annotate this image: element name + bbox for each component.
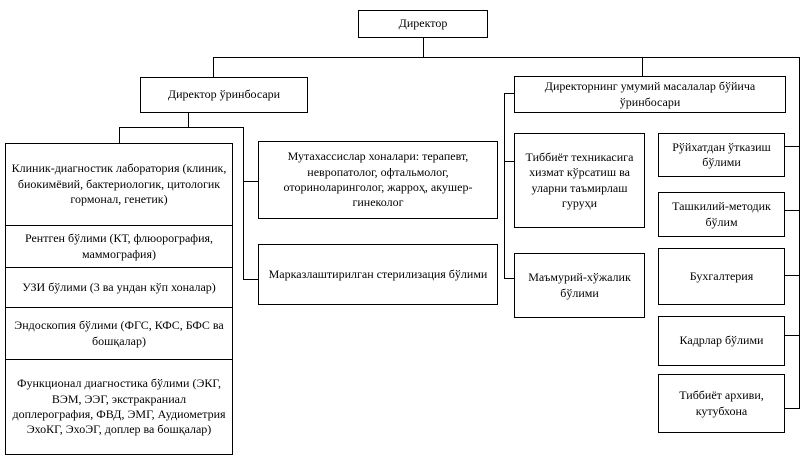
connector-deputy-right-stub xyxy=(504,93,514,94)
node-personnel-department: Кадрлар бўлими xyxy=(658,316,785,366)
node-admin-economic-department: Маъмурий-хўжалик бўлими xyxy=(514,253,645,318)
connector-left-horizontal xyxy=(119,127,244,128)
node-deputy-general-affairs: Директорнинг умумий масалалар бўйича ўринбосари xyxy=(514,76,786,113)
connector-stub-admin-econ xyxy=(504,278,514,279)
connector-stub-registration xyxy=(785,146,799,147)
connector-mid-vertical xyxy=(243,127,244,280)
connector-deputy-left-drop xyxy=(213,57,214,77)
connector-lab-drop xyxy=(119,127,120,143)
node-medical-tech-service: Тиббиёт техникасига хизмат кўрсатиш ва уларни таъмирлаш гуруҳи xyxy=(514,133,645,228)
connector-stub-org-method xyxy=(785,210,799,211)
connector-director-drop xyxy=(423,38,424,57)
node-medical-archive-library: Тиббиёт архиви, кутубхона xyxy=(658,374,785,433)
connector-deputy-right-drop xyxy=(642,57,643,76)
connector-right-vertical xyxy=(799,57,800,409)
node-org-method-department: Ташкилий-методик бўлим xyxy=(658,192,785,237)
connector-stub-specialists xyxy=(243,181,258,182)
connector-stub-tech-service xyxy=(504,161,514,162)
node-specialist-rooms: Мутахассислар хоналари: терапевт, невропатолог, офтальмолог, оториноларинголог, жарроҳ, акушер-гинеколог xyxy=(258,141,498,219)
connector-m-vertical xyxy=(504,93,505,279)
connector-top-horizontal xyxy=(213,57,800,58)
node-sterilization-department: Марказлаштирилган стерилизация бўлими xyxy=(258,244,498,305)
node-xray-department: Рентген бўлими (КТ, флюорография, маммография) xyxy=(5,226,233,268)
connector-stub-personnel xyxy=(785,335,799,336)
node-registration-department: Рўйхатдан ўтказиш бўлими xyxy=(658,133,785,177)
node-functional-diagnostics: Функционал диагностика бўлими (ЭКГ, ВЭМ, ЭЭГ, экстракраниал доплерография, ФВД, ЭМГ, Аудиометрия ЭхоКГ, ЭхоЭГ, доплер ва бошқалар) xyxy=(5,360,233,455)
connector-stub-sterilization xyxy=(243,279,258,280)
node-clinical-diagnostic-lab: Клиник-диагностик лаборатория (клиник, биокимёвий, бактериологик, цитологик гормонал, генетик) xyxy=(5,143,233,226)
connector-stub-accounting xyxy=(785,275,799,276)
connector-stub-archive xyxy=(785,408,799,409)
node-endoscopy-department: Эндоскопия бўлими (ФГС, КФС, БФС ва бошқалар) xyxy=(5,308,233,360)
connector-deputy-left-down xyxy=(188,113,189,127)
node-director: Директор xyxy=(358,10,488,38)
node-ultrasound-department: УЗИ бўлими (3 ва ундан кўп хоналар) xyxy=(5,268,233,308)
node-accounting: Бухгалтерия xyxy=(658,248,785,305)
node-deputy-director: Директор ўринбосари xyxy=(140,77,308,113)
